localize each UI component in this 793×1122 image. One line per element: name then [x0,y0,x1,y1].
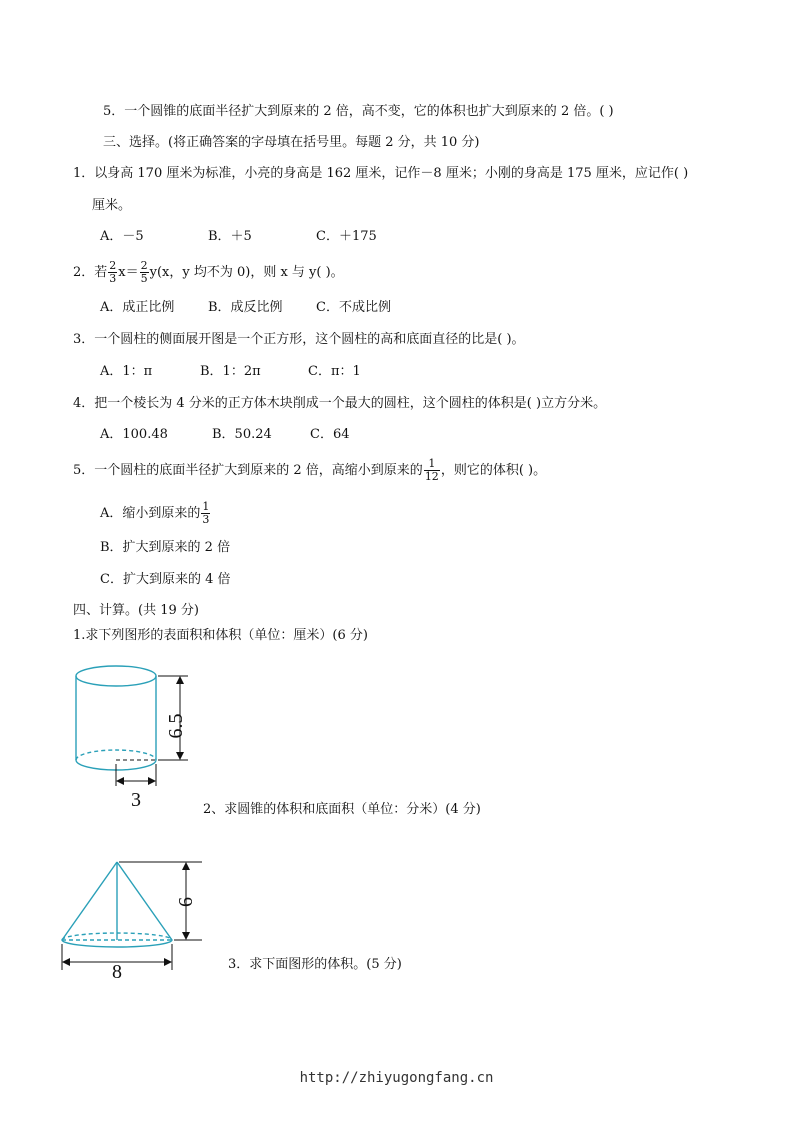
q2-fraction-2-denominator: 5 [140,272,148,285]
q1-option-a: A．－5 [100,229,144,244]
cylinder-height-label: 6.5 [165,713,187,739]
q5-text [73,458,546,483]
q2-text [73,260,344,285]
q2-fraction-1 [108,260,117,285]
height-arrow-bottom [176,752,184,760]
q4-option-c: C．64 [310,427,350,442]
cone-height-arrow-bottom [182,932,190,940]
cone-height-label: 6 [175,897,197,907]
q1-option-c: C．＋175 [316,229,377,244]
q5-option-a-numerator: 1 [202,500,210,513]
q2-suffix: y(x，y 均不为 0)，则 x 与 y( )。 [149,265,344,280]
cone-diam-arrow-right [164,958,172,966]
judge-item-5: 5．一个圆锥的底面半径扩大到原来的 2 倍，高不变，它的体积也扩大到原来的 2 倍。( ) [103,104,614,119]
cone-right-slant [117,862,172,940]
q5-option-a-fraction [201,501,210,526]
q1-text-cont: 厘米。 [92,198,132,213]
cylinder-top-ellipse [76,666,156,686]
q2-option-c: C．不成比例 [316,300,391,315]
section-4-title: 四、计算。(共 19 分) [73,603,199,618]
footer-url: http://zhiyugongfang.cn [299,1070,494,1086]
q3-option-b: B．1：2π [200,364,261,379]
section-3-title: 三、选择。(将正确答案的字母填在括号里。每题 2 分，共 10 分) [103,135,480,150]
q5-fraction [424,458,440,483]
cone-height-arrow-top [182,862,190,870]
section-4-problem-1: 1.求下列图形的表面积和体积（单位：厘米）(6 分) [73,628,368,643]
q2-fraction-1-denominator: 3 [109,272,117,285]
section-4-problem-3: 3．求下面图形的体积。(5 分) [228,957,402,972]
q2-mid: x＝ [118,265,139,280]
q4-text: 4．把一个棱长为 4 分米的正方体木块削成一个最大的圆柱，这个圆柱的体积是( )立方分米。 [73,396,607,411]
cone-base-front [62,940,172,947]
q5-option-a-denominator: 3 [202,513,210,526]
q5-fraction-denominator: 12 [424,470,439,483]
cone-left-slant [62,862,117,940]
q3-option-a: A．1：π [100,364,153,379]
q2-fraction-2 [140,260,149,285]
q2-option-b: B．成反比例 [208,300,283,315]
q2-fraction-1-numerator: 2 [109,259,117,272]
q1-option-b: B．＋5 [208,229,252,244]
cylinder-bottom-back [76,750,156,760]
q5-suffix: ，则它的体积( )。 [440,463,547,478]
q4-option-a: A．100.48 [100,427,168,442]
section-4-problem-2: 2、求圆锥的体积和底面积（单位：分米）(4 分) [203,802,481,817]
q1-text: 1．以身高 170 厘米为标准，小亮的身高是 162 厘米，记作－8 厘米；小刚的身高是 175 厘米，应记作( ) [73,166,689,181]
q5-prefix: 5．一个圆柱的底面半径扩大到原来的 2 倍，高缩小到原来的 [73,463,423,478]
q5-option-a [100,501,211,526]
radius-arrow-right [148,777,156,785]
q2-fraction-2-numerator: 2 [140,259,148,272]
cone-diam-arrow-left [62,958,70,966]
q5-option-b: B．扩大到原来的 2 倍 [100,540,231,555]
q5-fraction-numerator: 1 [424,458,440,471]
cone-figure [58,852,218,982]
q5-option-c: C．扩大到原来的 4 倍 [100,572,231,587]
q2-prefix: 2．若 [73,265,108,280]
q2-option-a: A．成正比例 [100,300,175,315]
cylinder-radius-label: 3 [131,789,141,811]
q3-text: 3．一个圆柱的侧面展开图是一个正方形，这个圆柱的高和底面直径的比是( )。 [73,332,525,347]
height-arrow-top [176,676,184,684]
q5-option-a-prefix: A．缩小到原来的 [100,506,201,521]
q3-option-c: C．π：1 [308,364,361,379]
cone-diameter-label: 8 [112,961,122,983]
radius-arrow-left [116,777,124,785]
q4-option-b: B．50.24 [212,427,272,442]
cylinder-figure [70,660,210,810]
